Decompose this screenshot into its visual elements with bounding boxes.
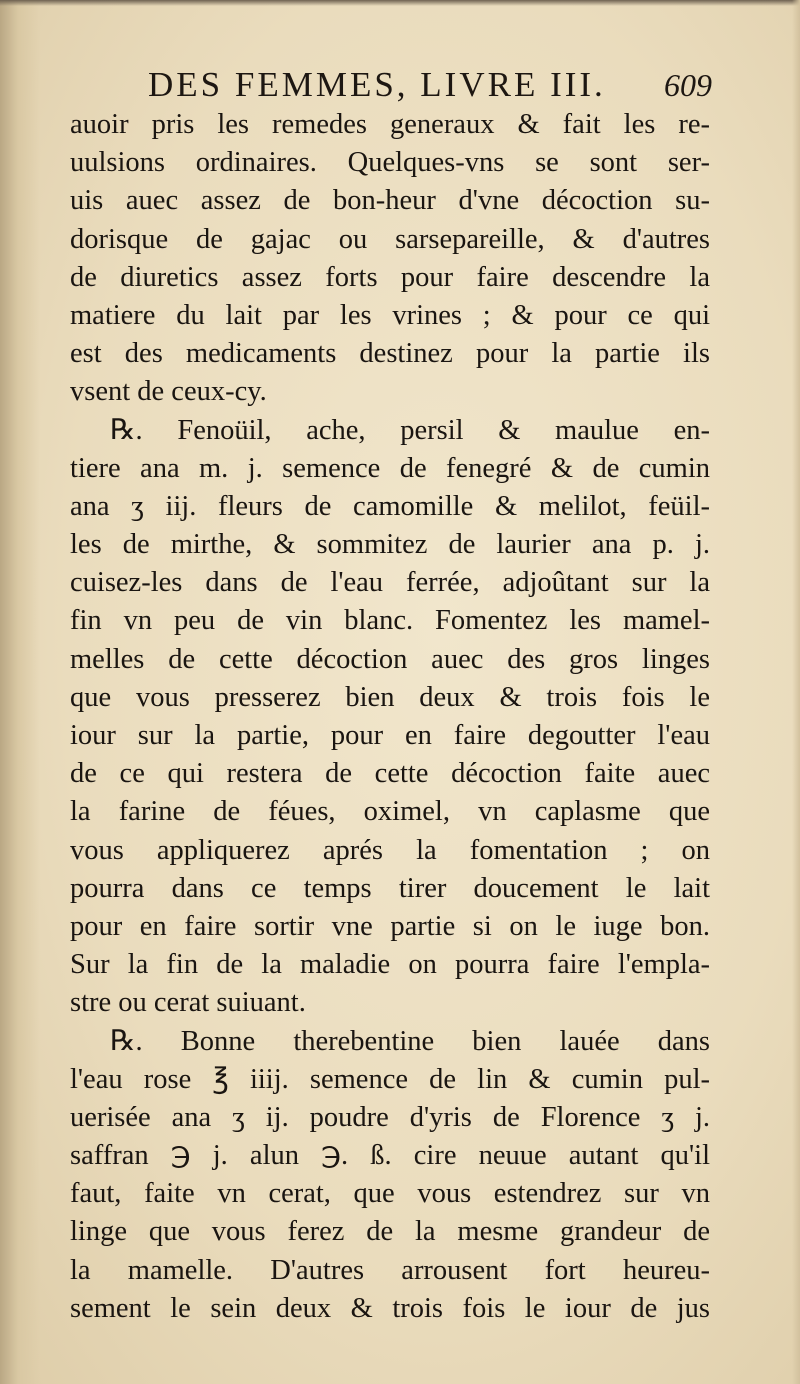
- text-line: de diuretics assez forts pour faire descendre la: [70, 261, 710, 293]
- text-line: pourra dans ce temps tirer doucement le lait: [70, 872, 710, 904]
- text-line: sement le sein deux & trois fois le iour de jus: [70, 1292, 710, 1324]
- text-line: melles de cette décoction auec des gros linges: [70, 643, 710, 675]
- running-head: DES FEMMES, LIVRE III.: [148, 65, 606, 104]
- text-line: pour en faire sortir vne partie si on le iuge bon.: [70, 910, 710, 942]
- text-line: stre ou cerat suiuant.: [70, 987, 306, 1019]
- text-line: tiere ana m. j. semence de fenegré & de cumin: [70, 452, 710, 484]
- text-line: de ce qui restera de cette décoction faite auec: [70, 758, 710, 790]
- recipe-line: ℞. Fenoüil, ache, persil & maulue en-: [110, 414, 710, 446]
- gutter-shadow: [0, 0, 40, 1384]
- text-line: uulsions ordinaires. Quelques-vns se sont ser-: [70, 147, 710, 179]
- text-line: linge que vous ferez de la mesme grandeur de: [70, 1216, 710, 1248]
- right-edge-shadow: [792, 0, 800, 1384]
- body-text: [70, 106, 710, 1328]
- text-line: dorisque de gajac ou sarsepareille, & d'autres: [70, 223, 710, 255]
- text-line: cuisez-les dans de l'eau ferrée, adjoûtant sur la: [70, 567, 710, 599]
- text-line: l'eau rose ℥ iiij. semence de lin & cumin pul-: [70, 1063, 710, 1095]
- text-line: matiere du lait par les vrines ; & pour ce qui: [70, 299, 710, 331]
- text-line: faut, faite vn cerat, que vous estendrez sur vn: [70, 1178, 710, 1210]
- text-line: les de mirthe, & sommitez de laurier ana p. j.: [70, 529, 710, 561]
- text-line: la mamelle. D'autres arrousent fort heureu-: [70, 1254, 710, 1286]
- text-line: Sur la fin de la maladie on pourra faire l'empla-: [70, 949, 710, 981]
- text-line: uerisée ana ʒ ij. poudre d'yris de Florence ʒ j.: [70, 1101, 710, 1133]
- text-line: est des medicaments destinez pour la partie ils: [70, 338, 710, 370]
- text-line: iour sur la partie, pour en faire degoutter l'eau: [70, 720, 710, 751]
- text-line: ana ʒ iij. fleurs de camomille & melilot, feüil-: [70, 490, 710, 522]
- text-line: la farine de féues, oximel, vn caplasme que: [70, 796, 710, 828]
- text-line: que vous presserez bien deux & trois fois le: [70, 681, 710, 713]
- text-line: auoir pris les remedes generaux & fait les re-: [70, 109, 710, 140]
- top-edge-shadow: [0, 0, 800, 6]
- text-line: saffran ℈ j. alun ℈. ß. cire neuue autant qu'il: [70, 1140, 710, 1172]
- page-number: 609: [664, 67, 712, 103]
- text-line: uis auec assez de bon-heur d'vne décoction su-: [70, 185, 710, 217]
- recipe-line: ℞. Bonne therebentine bien lauée dans: [110, 1025, 710, 1057]
- text-line: fin vn peu de vin blanc. Fomentez les mamel-: [70, 605, 710, 637]
- text-line: vous appliquerez aprés la fomentation ; on: [70, 834, 710, 866]
- text-line: vsent de ceux-cy.: [70, 376, 267, 408]
